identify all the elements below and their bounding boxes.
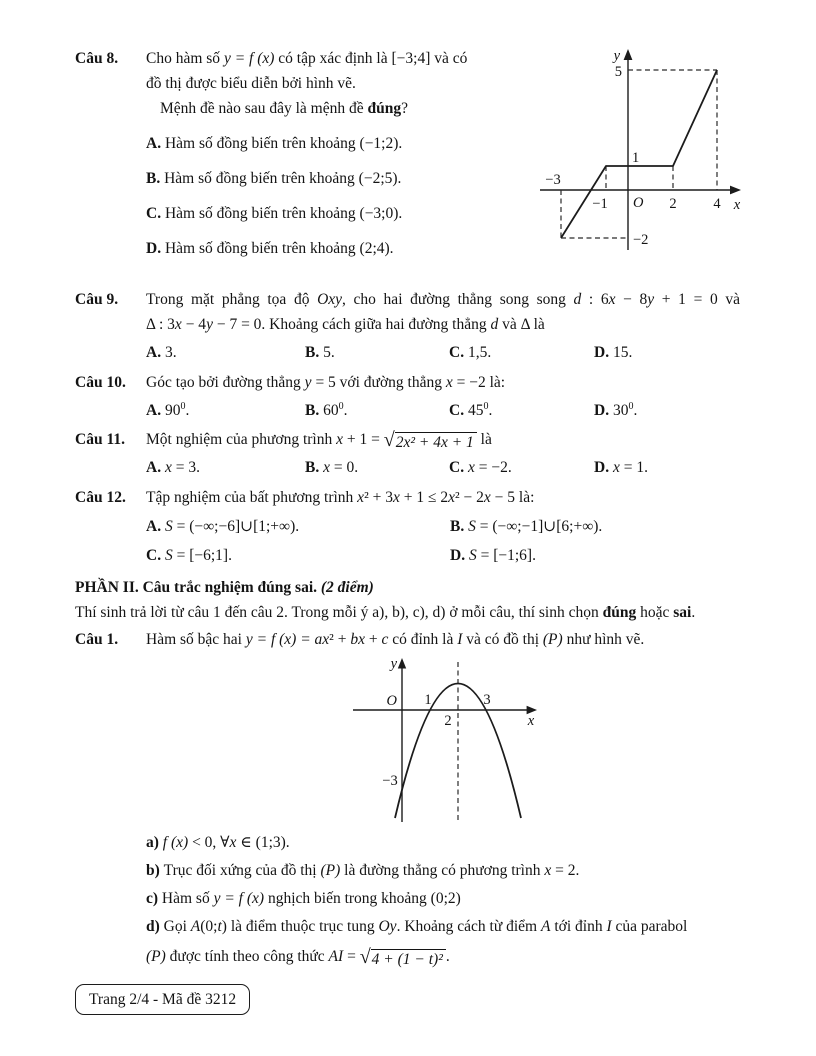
options-row (146, 398, 760, 423)
item-a: a) f (x) < 0, ∀x ∈ (1;3). (146, 834, 290, 851)
question-9 (75, 287, 760, 365)
page-footer-badge (75, 984, 250, 1015)
c1-parabola-graph-svg (335, 654, 555, 824)
question-11 (75, 427, 760, 480)
q8-function-graph-svg (532, 44, 760, 256)
option-c: C. Hàm số đồng biến trên khoảng (−3;0). (146, 205, 403, 222)
option-c: C. $45^0$. (449, 400, 493, 419)
statement-line: Cho hàm số y = f (x) có tập xác định là [−3;4] và có (146, 50, 468, 67)
tick-label-2: 2 (669, 196, 677, 212)
item-d: d) Gọi A(0;t) là điểm thuộc trục tung Oy. Khoảng cách từ điểm A tới đỉnh I của parabol (146, 918, 688, 935)
statement-line: đồ thị được biểu diễn bởi hình vẽ. (146, 75, 356, 92)
option-c: C. x = −2. (449, 459, 512, 476)
statement-line: Góc tạo bởi đường thẳng y = 5 với đường thẳng x = −2 là: (146, 374, 506, 391)
statement-line: Trong mặt phẳng tọa độ Oxy, cho hai đường thẳng song song d : 6x − 8y + 1 = 0 và (146, 291, 740, 308)
question-body (146, 370, 760, 423)
question-label: Câu 12. (75, 489, 126, 506)
tick-label-minus2: −2 (633, 232, 649, 248)
option-b: B. Hàm số đồng biến trên khoảng (−2;5). (146, 170, 402, 187)
q8-function-graph (532, 44, 760, 256)
question-body (146, 485, 760, 568)
question-statement (146, 46, 532, 261)
tick-label-1: 1 (424, 692, 432, 708)
tick-label-2: 2 (444, 713, 452, 729)
tick-label-1: 1 (632, 150, 640, 166)
item-d-continued: (P) được tính theo công thức AI = √4 + (1 − t)² . (146, 946, 450, 968)
tick-label-3: 3 (483, 692, 491, 708)
question-body (146, 427, 760, 480)
y-axis-label: y (613, 48, 620, 64)
question-label: Câu 11. (75, 431, 125, 448)
statement-line: Mệnh đề nào sau đây là mệnh đề đúng? (160, 100, 408, 117)
options-row (146, 514, 760, 539)
option-a: A. x = 3. (146, 459, 200, 476)
option-b: B. 5. (305, 344, 335, 361)
option-a: A. Hàm số đồng biến trên khoảng (−1;2). (146, 135, 403, 152)
statement-line: Tập nghiệm của bất phương trình x² + 3x + 1 ≤ 2x² − 2x − 5 là: (146, 489, 535, 506)
statement-line: Một nghiệm của phương trình x + 1 = √2x² + 4x + 1 là (146, 429, 492, 451)
question-label: Câu 8. (75, 50, 119, 67)
c1-parabola-graph (335, 654, 555, 824)
question-10 (75, 370, 760, 423)
x-axis-label: x (733, 197, 741, 213)
part2-heading: PHẦN II. Câu trắc nghiệm đúng sai. (2 điểm) (75, 579, 374, 596)
tick-label-5: 5 (614, 64, 622, 80)
question-label: Câu 1. (75, 631, 119, 648)
statement-line: Hàm số bậc hai y = f (x) = ax² + bx + c có đỉnh là I và có đồ thị (P) như hình vẽ. (146, 631, 645, 648)
question-8 (75, 46, 760, 261)
option-b: B. x = 0. (305, 459, 359, 476)
option-b: B. S = (−∞;−1]∪[6;+∞). (450, 518, 603, 535)
option-a: A. $90^0$. (146, 400, 190, 419)
option-c: C. 1,5. (449, 344, 492, 361)
tick-label-minus3: −3 (382, 773, 398, 789)
option-d: D. 15. (594, 344, 633, 361)
tick-label-minus3: −3 (545, 172, 561, 188)
options-row (146, 543, 760, 568)
statement-line: Δ : 3x − 4y − 7 = 0. Khoảng cách giữa hai đường thẳng d và Δ là (146, 316, 545, 333)
option-d: D. $30^0$. (594, 400, 638, 419)
question-body (146, 46, 774, 261)
page-footer-text: Trang 2/4 - Mã đề 3212 (89, 991, 237, 1008)
option-c: C. S = [−6;1]. (146, 547, 232, 564)
tick-label-minus1: −1 (592, 196, 608, 212)
options-row (146, 340, 760, 365)
option-a: A. 3. (146, 344, 177, 361)
option-a: A. S = (−∞;−6]∪[1;+∞). (146, 518, 300, 535)
origin-label: O (386, 693, 397, 709)
question-label: Câu 10. (75, 374, 126, 391)
option-d: D. Hàm số đồng biến trên khoảng (2;4). (146, 240, 394, 257)
item-c: c) Hàm số y = f (x) nghịch biến trong khoảng (0;2) (146, 890, 461, 907)
question-label: Câu 9. (75, 291, 119, 308)
true-false-items (146, 830, 760, 969)
question-body (146, 287, 760, 365)
y-axis-label: y (390, 656, 397, 672)
option-b: B. $60^0$. (305, 400, 348, 419)
option-d: D. S = [−1;6]. (450, 547, 536, 564)
part2-header (75, 575, 760, 625)
origin-label: O (633, 195, 644, 211)
option-d: D. x = 1. (594, 459, 648, 476)
question-p2-1 (75, 627, 760, 969)
question-12 (75, 485, 760, 568)
tick-label-4: 4 (713, 196, 721, 212)
x-axis-label: x (527, 713, 535, 729)
question-statement-row (75, 627, 760, 652)
item-b: b) Trục đối xứng của đồ thị (P) là đường thẳng có phương trình x = 2. (146, 862, 580, 879)
part2-intro: Thí sinh trả lời từ câu 1 đến câu 2. Trong mỗi ý a), b), c), d) ở mỗi câu, thí sinh chọn đúng hoặc sai. (75, 604, 696, 621)
options-row (146, 455, 760, 480)
